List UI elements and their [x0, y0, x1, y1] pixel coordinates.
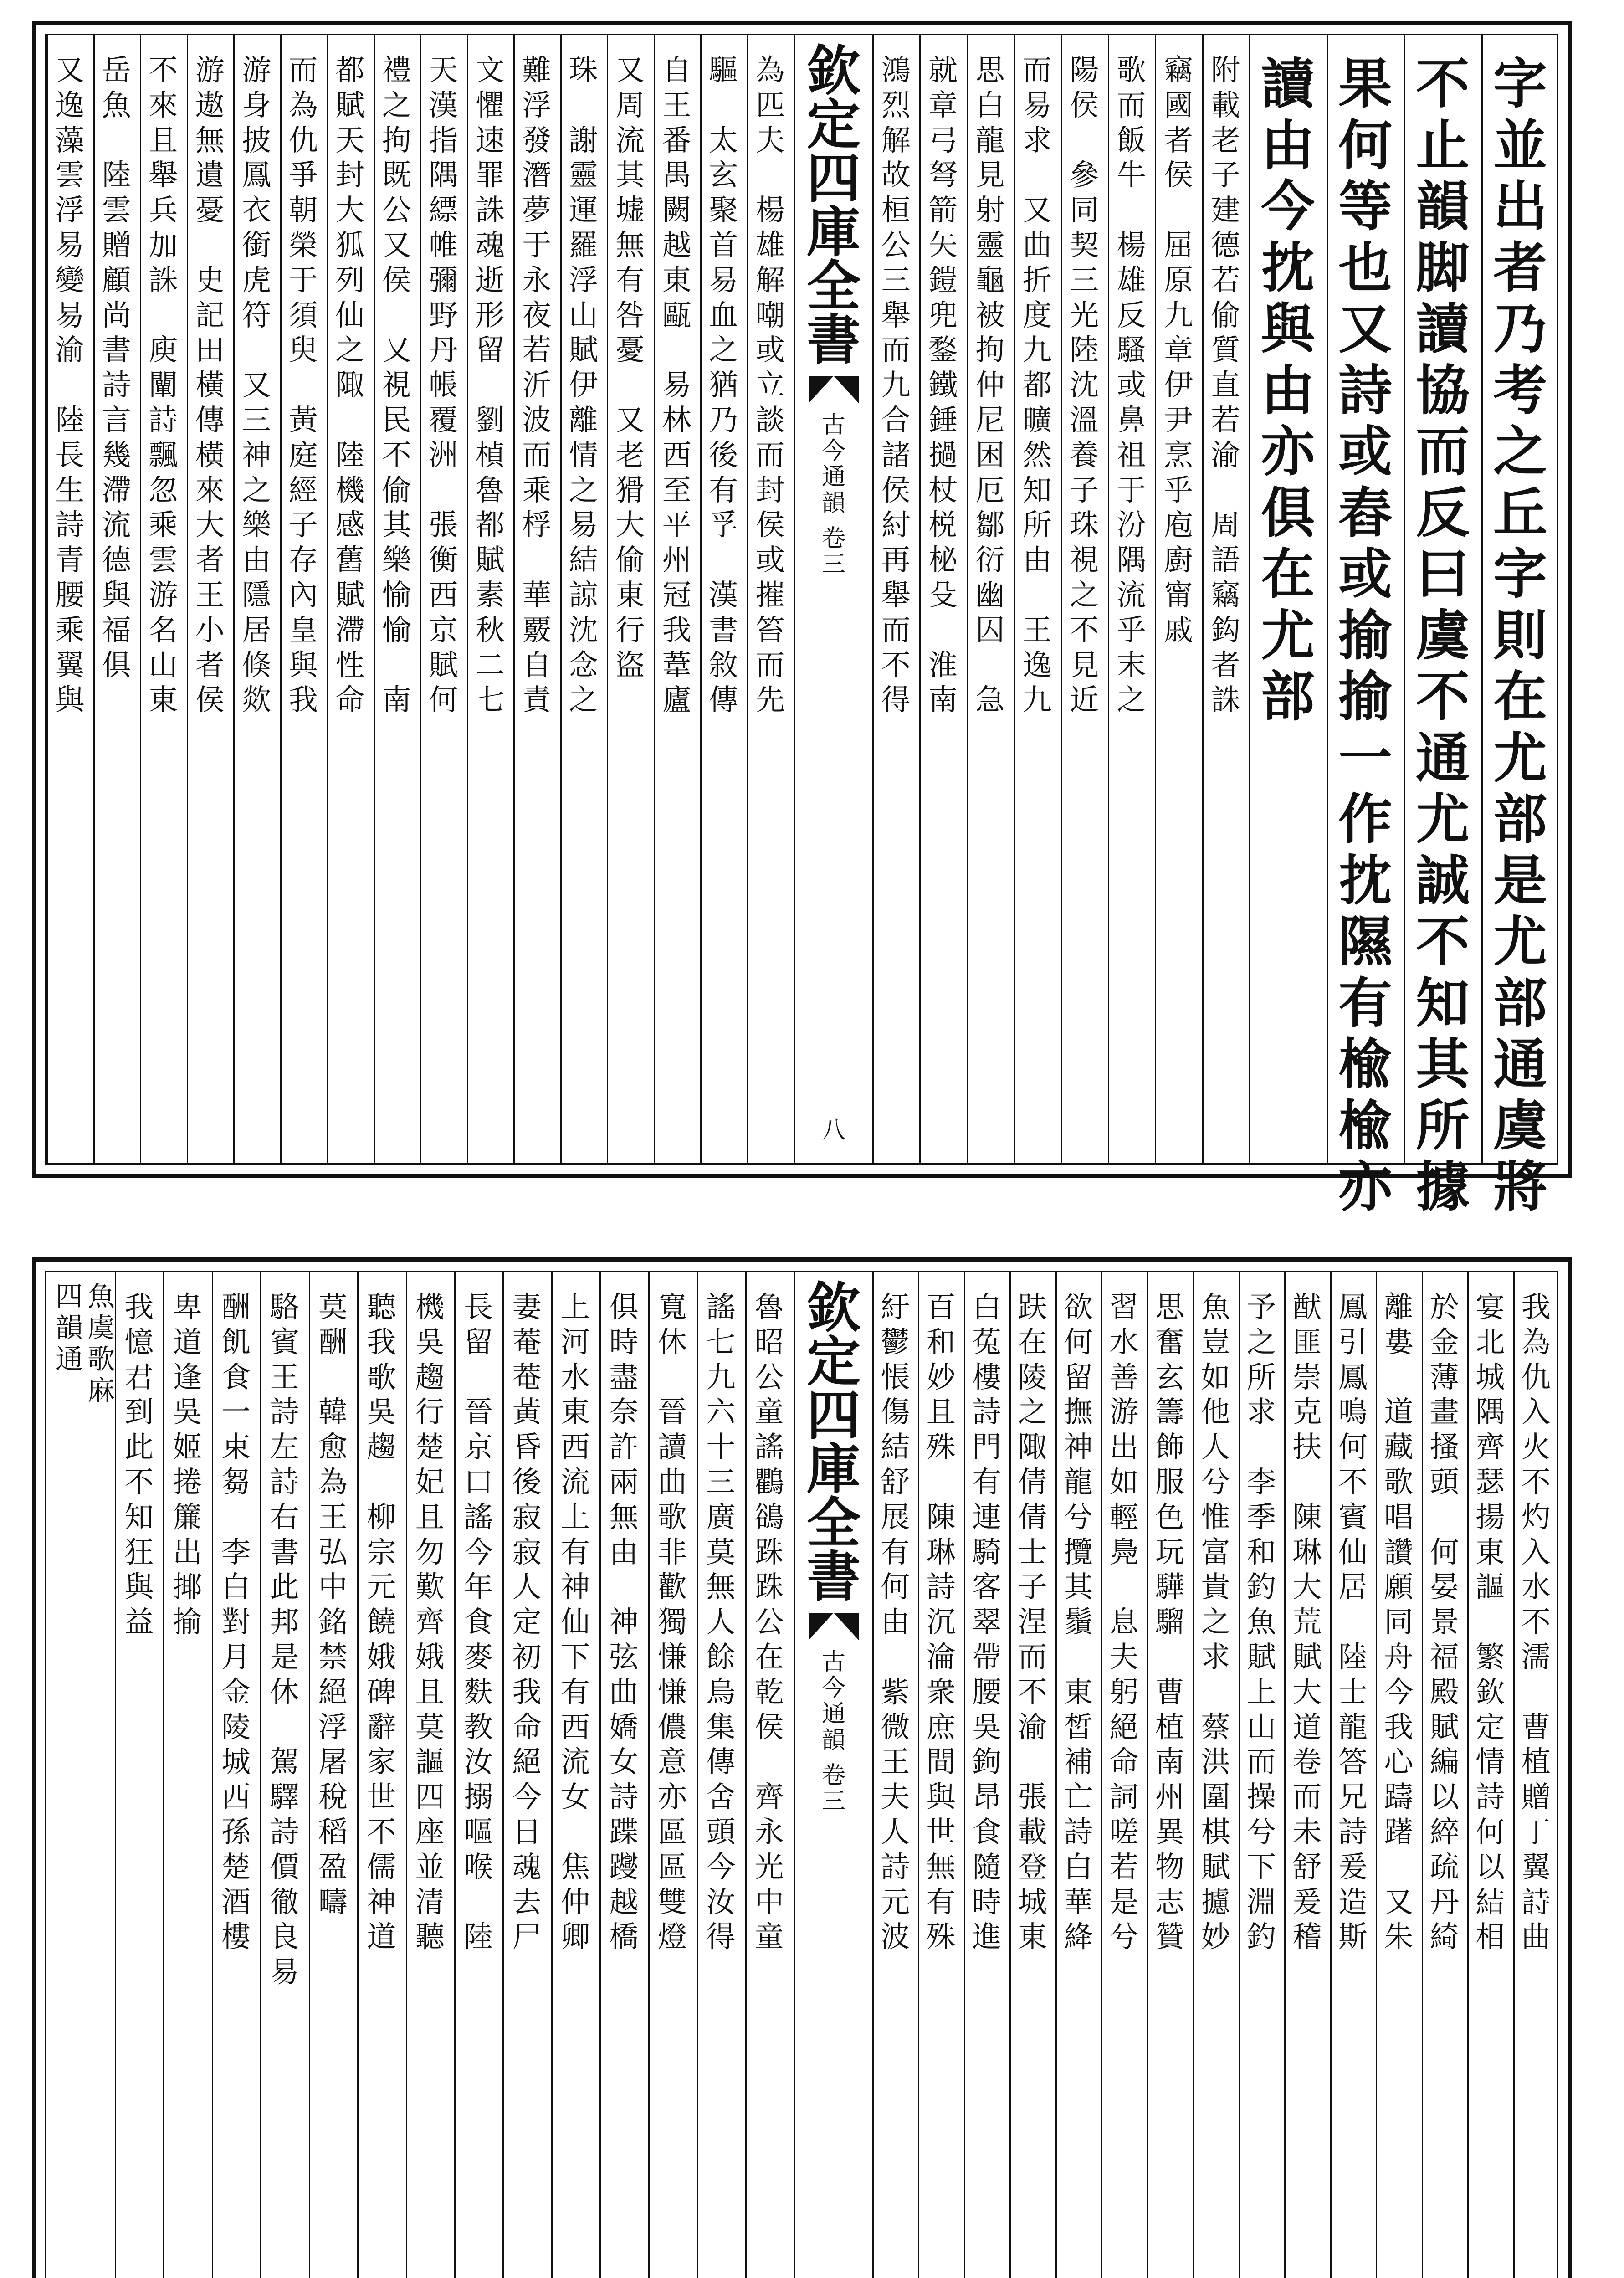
column-rule [1327, 35, 1328, 1163]
column-rule [1147, 1272, 1148, 2278]
p2-right-text-column-13: 白 菟 樓 詩 門 有 連 騎 客 翠 帶 腰 吳 鉤 昂 食 隨 時 進 [972, 1291, 1002, 1955]
p1-left-text-column-1: 為 匹 夫 楊 雄 解 嘲 或 立 談 而 封 侯 或 摧 笞 而 先 [755, 54, 785, 718]
column-rule [1284, 1272, 1286, 2278]
p2-right-text-column-9: 思 奮 玄 籌 飾 服 色 玩 驊 騮 曹 植 南 州 異 物 志 贊 [1155, 1291, 1185, 1955]
p2-right-text-column-11: 欲 何 留 撫 神 龍 兮 攬 其 鬚 東 皙 補 亡 詩 白 華 絳 [1064, 1291, 1093, 1955]
side-note-line-2: 四 韻 通 [56, 1281, 83, 1375]
p2-right-text-column-7: 予 之 所 求 李 季 和 釣 魚 賦 上 山 而 操 兮 下 淵 釣 [1246, 1291, 1276, 1955]
column-rule [1193, 1272, 1194, 2278]
p1-left-text-column-8: 天 漢 指 隅 縹 帷 彌 野 丹 帳 覆 洲 張 衡 西 京 賦 何 [429, 54, 458, 718]
column-rule [872, 35, 874, 1163]
column-rule [918, 1272, 919, 2278]
p1-right-text-column-6: 思 白 龍 見 射 靈 龜 被 拘 仲 尼 困 厄 鄒 衍 幽 囚 急 [975, 54, 1005, 718]
p1-left-text-column-13: 游 遨 無 遺 憂 史 記 田 橫 傳 橫 來 大 者 王 小 者 侯 [195, 54, 225, 718]
p1-left-text-column-4: 又 周 流 其 墟 無 有 咎 憂 又 老 猾 大 偷 東 行 盜 [615, 54, 645, 682]
p2-left-text-column-11: 駱 賓 王 詩 左 詩 右 書 此 邦 是 休 駕 驛 詩 價 徹 良 易 [270, 1291, 299, 1990]
lower-book-title: 欽 定 四 庫 全 書 [806, 1276, 861, 1608]
column-rule [1155, 35, 1156, 1163]
column-rule [964, 1272, 965, 2278]
p1-left-text-column-5: 珠 謝 靈 運 羅 浮 山 賦 伊 離 情 之 易 結 諒 沈 念 之 [569, 54, 598, 718]
p1-left-text-column-16: 又 逸 藻 雲 浮 易 變 易 渝 陸 長 生 詩 青 腰 乘 翼 與 [55, 54, 85, 718]
column-rule [872, 1272, 874, 2278]
p1-left-text-column-11: 而 為 仇 爭 朝 榮 于 須 臾 黃 庭 經 子 存 內 皇 與 我 [288, 54, 318, 718]
p2-right-text-column-12: 趺 在 陵 之 陬 倩 倩 士 子 涅 而 不 渝 張 載 登 城 東 [1018, 1291, 1047, 1955]
p2-right-text-column-6: 猷 匪 崇 克 扶 陳 琳 大 荒 賦 大 道 卷 而 未 舒 爰 稽 [1292, 1291, 1322, 1955]
p2-left-text-column-10: 莫 酬 韓 愈 為 王 弘 中 銘 禁 絕 浮 屠 稅 稻 盈 疇 [318, 1291, 348, 1919]
p1-right-text-column-3: 歌 而 飯 牛 楊 雄 反 騷 或 鼻 祖 于 汾 隅 流 乎 末 之 [1117, 54, 1146, 718]
upper-volume: 卷 三 [821, 524, 845, 578]
p1-left-text-column-12: 游 身 披 鳳 衣 銜 虎 符 又 三 神 之 樂 由 隱 居 倏 欻 [242, 54, 272, 718]
column-rule [919, 35, 921, 1163]
column-rule [1404, 35, 1405, 1163]
column-rule [1249, 35, 1250, 1163]
p2-left-text-column-2: 謠 七 九 六 十 三 廣 莫 無 人 餘 烏 集 傳 舍 頭 今 汝 得 [706, 1291, 736, 1955]
p2-left-text-column-4: 俱 時 盡 奈 許 兩 無 由 神 弦 曲 嬌 女 詩 蹀 躞 越 橋 [609, 1291, 639, 1955]
p2-left-text-column-3: 寬 休 晉 讀 曲 歌 非 歡 獨 慊 慊 儂 意 亦 區 區 雙 燈 [657, 1291, 687, 1955]
p2-right-text-column-8: 魚 豈 如 他 人 兮 惟 富 貴 之 求 蔡 洪 圍 棋 賦 攄 妙 [1201, 1291, 1230, 1955]
p1-left-text-column-3: 自 王 番 禺 闕 越 東 甌 易 林 西 至 平 州 冠 我 葦 廬 [662, 54, 692, 718]
p2-left-text-column-8: 機 吳 趨 行 楚 妃 且 勿 歎 齊 娥 且 莫 謳 四 座 並 清 聽 [415, 1291, 445, 1955]
column-rule [1481, 35, 1483, 1163]
p2-right-text-column-15: 紆 鬱 悵 傷 結 舒 展 有 何 由 紫 微 王 夫 人 詩 元 波 [881, 1291, 910, 1955]
p2-right-text-column-10: 習 水 善 游 出 如 輕 鳧 息 夫 躬 絕 命 詞 嗟 若 是 兮 [1109, 1291, 1139, 1955]
p1-left-text-column-15: 岳 魚 陸 雲 贈 顧 尚 書 詩 言 幾 滯 流 德 與 福 俱 [102, 54, 131, 682]
p1-large-text-column-3: 果 何 等 也 又 詩 或 舂 或 揄 揄 一 作 抌 隰 有 楡 楡 亦 [1338, 52, 1392, 1219]
column-rule [1101, 1272, 1102, 2278]
column-rule [1513, 1272, 1515, 2278]
upper-right-text-block [46, 35, 1559, 1219]
p2-left-text-column-13: 卑 道 逢 吳 姬 捲 簾 出 揶 揄 [173, 1291, 202, 1640]
column-rule [1014, 35, 1015, 1163]
p1-right-text-column-4: 陽 侯 參 同 契 三 光 陸 沈 溫 養 子 珠 視 之 不 見 近 [1070, 54, 1099, 718]
p1-large-text-column-2: 不 止 韻 脚 讀 協 而 反 曰 虞 不 通 尤 誠 不 知 其 所 據 [1415, 52, 1470, 1219]
p2-left-text-column-7: 長 留 晉 京 口 謠 今 年 食 麥 麩 教 汝 搦 嘔 喉 陸 [464, 1291, 493, 1955]
upper-book-title: 欽 定 四 庫 全 書 [806, 39, 861, 371]
lower-book-name: 古 今 通 韻 [821, 1648, 845, 1754]
page-lower-frame [45, 1271, 1558, 2278]
column-rule [1239, 1272, 1240, 2278]
p1-left-text-column-9: 禮 之 拘 既 公 又 侯 又 視 民 不 偷 其 樂 愉 愉 南 [382, 54, 411, 718]
lower-right-text-block [46, 1272, 1559, 2278]
column-rule [1009, 1272, 1011, 2278]
upper-book-name: 古 今 通 韻 [821, 411, 845, 517]
upper-leaf-number: 八 [821, 1117, 845, 1144]
column-rule [1330, 1272, 1332, 2278]
p2-right-text-column-14: 百 和 妙 且 殊 陳 琳 詩 沉 淪 衆 庶 間 與 世 無 有 殊 [926, 1291, 956, 1955]
column-rule [1202, 35, 1204, 1163]
p2-right-text-column-3: 於 金 薄 畫 搔 頭 何 晏 景 福 殿 賦 編 以 綷 疏 丹 綺 [1429, 1291, 1459, 1955]
p1-large-text-column-1: 字 並 出 者 乃 考 之 丘 字 則 在 尤 部 是 尤 部 通 虞 將 [1493, 52, 1547, 1219]
column-rule [1376, 1272, 1377, 2278]
column-rule [1061, 35, 1062, 1163]
p2-right-text-column-2: 宴 北 城 隅 齊 瑟 揚 東 謳 繁 欽 定 情 詩 何 以 結 相 [1475, 1291, 1505, 1955]
p1-left-text-column-10: 都 賦 天 封 大 狐 列 仙 之 陬 陸 機 感 舊 賦 滯 性 命 [335, 54, 365, 718]
p1-left-text-column-6: 難 浮 發 潛 夢 于 永 夜 若 沂 波 而 乘 桴 華 覈 自 責 [522, 54, 552, 718]
p2-right-text-column-1: 我 為 仇 入 火 不 灼 入 水 不 濡 曹 植 贈 丁 翼 詩 曲 [1521, 1291, 1551, 1955]
p1-large-text-column-4: 讀 由 今 抌 與 由 亦 俱 在 尤 部 [1260, 52, 1315, 729]
page-upper-frame [45, 34, 1558, 1219]
column-rule [1467, 1272, 1469, 2278]
p1-left-text-column-14: 不 來 且 舉 兵 加 誅 庾 闡 詩 飄 忽 乘 雲 游 名 山 東 [149, 54, 178, 718]
side-note-line-1: 魚 虞 歌 麻 [87, 1281, 115, 1407]
p2-left-text-column-6: 妻 菴 菴 黃 昏 後 寂 寂 人 定 初 我 命 絕 今 日 魂 去 尸 [512, 1291, 542, 1955]
p1-right-text-column-8: 鴻 烈 解 故 桓 公 三 舉 而 九 合 諸 侯 紂 再 舉 而 不 得 [881, 54, 911, 718]
p1-right-text-column-2: 竊 國 者 侯 屈 原 九 章 伊 尹 烹 乎 庖 廚 甯 戚 [1163, 54, 1193, 647]
column-rule [1108, 35, 1109, 1163]
p1-right-text-column-1: 附 載 老 子 建 德 若 偷 質 直 若 渝 周 語 竊 鈎 者 誅 [1211, 54, 1240, 718]
p2-left-text-column-5: 上 河 水 東 西 流 上 有 神 仙 下 有 西 流 女 焦 仲 卿 [561, 1291, 590, 1955]
column-rule [1422, 1272, 1423, 2278]
p1-right-text-column-7: 就 章 弓 弩 箭 矢 鎧 兜 鍪 鐵 錘 撾 杖 棁 柲 殳 淮 南 [928, 54, 958, 718]
column-rule [1055, 1272, 1057, 2278]
p1-left-text-column-7: 文 懼 速 罪 誅 魂 逝 形 留 劉 楨 魯 都 賦 素 秋 二 七 [475, 54, 505, 718]
p2-left-text-column-14: 我 憶 君 到 此 不 知 狂 與 益 [124, 1291, 154, 1640]
page-upper [32, 21, 1572, 1219]
lower-volume: 卷 三 [821, 1761, 845, 1815]
page-lower [32, 1257, 1572, 2278]
p2-left-text-column-12: 酬 飢 食 一 束 芻 李 白 對 月 金 陵 城 西 孫 楚 酒 樓 [221, 1291, 251, 1955]
column-rule [967, 35, 968, 1163]
p1-left-text-column-2: 驅 太 玄 聚 首 易 血 之 猶 乃 後 有 孚 漢 書 敘 傳 [709, 54, 738, 718]
p2-left-text-column-9: 聽 我 歌 吳 趨 柳 宗 元 饒 娥 碑 辭 家 世 不 儒 神 道 [367, 1291, 396, 1955]
p2-left-text-column-1: 魯 昭 公 童 謠 鸜 鵒 跦 跦 公 在 乾 侯 齊 永 光 中 童 [754, 1291, 784, 1955]
p2-right-text-column-4: 離 婁 道 藏 歌 唱 讚 願 同 舟 今 我 心 躊 躇 又 朱 [1384, 1291, 1414, 1955]
p1-right-text-column-5: 而 易 求 又 曲 折 度 九 都 曠 然 知 所 由 王 逸 九 [1022, 54, 1052, 718]
p2-right-text-column-5: 鳳 引 鳳 鳴 何 不 賓 仙 居 陸 士 龍 答 兄 詩 爰 造 斯 [1338, 1291, 1368, 1955]
